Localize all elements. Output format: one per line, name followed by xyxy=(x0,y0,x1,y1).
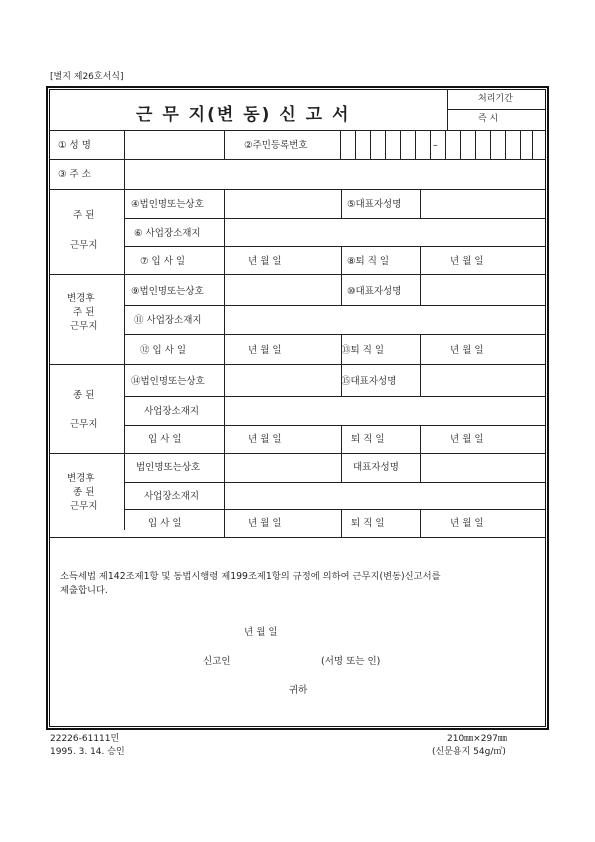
cell-line xyxy=(460,130,461,159)
section4-label-line3: 근무지 xyxy=(70,501,98,512)
row-line xyxy=(124,509,546,510)
cell-line xyxy=(430,130,431,159)
cell-line xyxy=(224,189,225,218)
cell-line xyxy=(475,130,476,159)
cell-line xyxy=(532,130,533,159)
section3-label-line1: 종 된 xyxy=(73,390,95,401)
section2-join-date[interactable]: 년 월 일 xyxy=(248,345,282,356)
cell-line xyxy=(420,425,421,453)
section3-leave-label: 퇴 직 일 xyxy=(351,434,385,445)
section4-rep-field[interactable] xyxy=(421,454,545,482)
processing-period-value: 즉 시 xyxy=(478,114,499,124)
section3-addr-label: 사업장소재지 xyxy=(144,406,200,417)
name-label: ① 성 명 xyxy=(58,140,91,151)
section3-leave-date[interactable]: 년 월 일 xyxy=(450,434,484,445)
section1-label-line1: 주 된 xyxy=(73,210,95,221)
section2-label-line3: 근무지 xyxy=(70,321,98,332)
section3-addr-field[interactable] xyxy=(225,397,545,425)
form-number-label: [별지 제26호서식] xyxy=(50,72,124,82)
form-title: 근 무 지(변 동) 신 고 서 xyxy=(136,105,351,125)
rrn-dash: – xyxy=(433,140,438,151)
row-line xyxy=(124,246,546,247)
rrn-label: ②주민등록번호 xyxy=(244,140,308,151)
paper-type: (신문용지 54g/㎡) xyxy=(432,747,506,757)
row-line xyxy=(124,425,546,426)
section1-leave-date[interactable]: 년 월 일 xyxy=(450,256,484,267)
section1-corp-label: ④법인명또는상호 xyxy=(131,199,204,210)
cell-line xyxy=(341,246,342,274)
section2-addr-label: ⑪ 사업장소재지 xyxy=(134,315,202,326)
cell-line xyxy=(370,130,371,159)
section1-join-date[interactable]: 년 월 일 xyxy=(248,256,282,267)
section4-rep-label: 대표자성명 xyxy=(353,462,399,473)
section2-corp-field[interactable] xyxy=(225,275,340,305)
section2-join-label: ⑫ 입 사 일 xyxy=(140,345,187,356)
cell-line xyxy=(420,246,421,274)
section3-rep-label: ⑮대표자성명 xyxy=(341,376,397,387)
section3-corp-label: ⑭법인명또는상호 xyxy=(131,376,205,387)
section2-rep-field[interactable] xyxy=(421,275,545,305)
statement-line1: 소득세법 제142조제1항 및 동법시행령 제199조제1항의 규정에 의하여 근무지(변동)신고서를 xyxy=(60,571,441,582)
statement-date[interactable]: 년 월 일 xyxy=(244,627,278,638)
statement-line2: 제출합니다. xyxy=(60,585,108,596)
cell-line xyxy=(355,130,356,159)
cell-line xyxy=(224,509,225,537)
cell-line xyxy=(420,334,421,364)
section4-label-line2: 종 된 xyxy=(73,487,95,498)
name-field[interactable] xyxy=(125,131,224,159)
processing-period-label: 처리기간 xyxy=(478,94,513,104)
cell-line xyxy=(400,130,401,159)
section4-leave-label: 퇴 직 일 xyxy=(351,518,385,529)
row-line xyxy=(124,334,546,335)
section2-rep-label: ⑩대표자성명 xyxy=(347,286,402,297)
approval-date: 1995. 3. 14. 승인 xyxy=(50,747,125,757)
section2-leave-date[interactable]: 년 월 일 xyxy=(450,345,484,356)
declarant-label: 신고인 xyxy=(203,656,231,667)
section2-addr-field[interactable] xyxy=(225,306,545,334)
cell-line xyxy=(505,130,506,159)
section3-join-label: 입 사 일 xyxy=(148,434,182,445)
section4-corp-label: 법인명또는상호 xyxy=(136,462,201,473)
section4-corp-field[interactable] xyxy=(225,454,340,482)
section2-label-line1: 변경후 xyxy=(67,293,95,304)
cell-line xyxy=(224,334,225,364)
spacer xyxy=(123,530,126,538)
cell-line xyxy=(520,130,521,159)
cell-line xyxy=(445,130,446,159)
cell-line xyxy=(415,130,416,159)
section1-join-label: ⑦ 입 사 일 xyxy=(140,256,186,267)
section4-label-line1: 변경후 xyxy=(67,473,95,484)
recipient-label: 귀하 xyxy=(289,685,308,696)
section3-corp-field[interactable] xyxy=(225,365,340,396)
cell-line xyxy=(341,189,342,218)
cell-line xyxy=(385,130,386,159)
signature-field[interactable]: (서명 또는 인) xyxy=(321,656,381,667)
processing-divider xyxy=(447,109,546,110)
cell-line xyxy=(224,130,225,159)
section1-rep-field[interactable] xyxy=(421,190,545,218)
section1-label-line3: 근무지 xyxy=(70,240,98,251)
section4-addr-field[interactable] xyxy=(225,483,545,509)
section3-rep-field[interactable] xyxy=(421,365,545,396)
cell-line xyxy=(224,246,225,274)
cell-line xyxy=(420,509,421,537)
section3-label-line3: 근무지 xyxy=(70,419,98,430)
address-label: ③ 주 소 xyxy=(58,169,91,180)
label-column-line xyxy=(124,130,125,530)
cell-line xyxy=(341,425,342,453)
section1-corp-field[interactable] xyxy=(225,190,340,218)
cell-line xyxy=(341,509,342,537)
paper-size: 210㎜×297㎜ xyxy=(447,734,507,744)
section3-join-date[interactable]: 년 월 일 xyxy=(248,434,282,445)
section2-label-line2: 주 된 xyxy=(73,307,95,318)
cell-line xyxy=(490,130,491,159)
section1-rep-label: ⑤대표자성명 xyxy=(347,199,402,210)
form-code: 22226-61111민 xyxy=(50,734,120,744)
section4-leave-date[interactable]: 년 월 일 xyxy=(450,518,484,529)
section2-corp-label: ⑨법인명또는상호 xyxy=(131,286,204,297)
section4-join-label: 입 사 일 xyxy=(148,518,182,529)
section4-addr-label: 사업장소재지 xyxy=(144,491,200,502)
cell-line xyxy=(340,130,341,159)
section2-leave-label: ⑬퇴 직 일 xyxy=(341,345,385,356)
section4-join-date[interactable]: 년 월 일 xyxy=(248,518,282,529)
section1-addr-field[interactable] xyxy=(225,219,545,246)
cell-line xyxy=(224,425,225,453)
address-field[interactable] xyxy=(125,160,545,188)
cell-line xyxy=(341,274,342,305)
cell-line xyxy=(341,453,342,482)
section1-addr-label: ⑥ 사업장소재지 xyxy=(134,228,201,239)
section1-leave-label: ⑧퇴 직 일 xyxy=(347,256,390,267)
